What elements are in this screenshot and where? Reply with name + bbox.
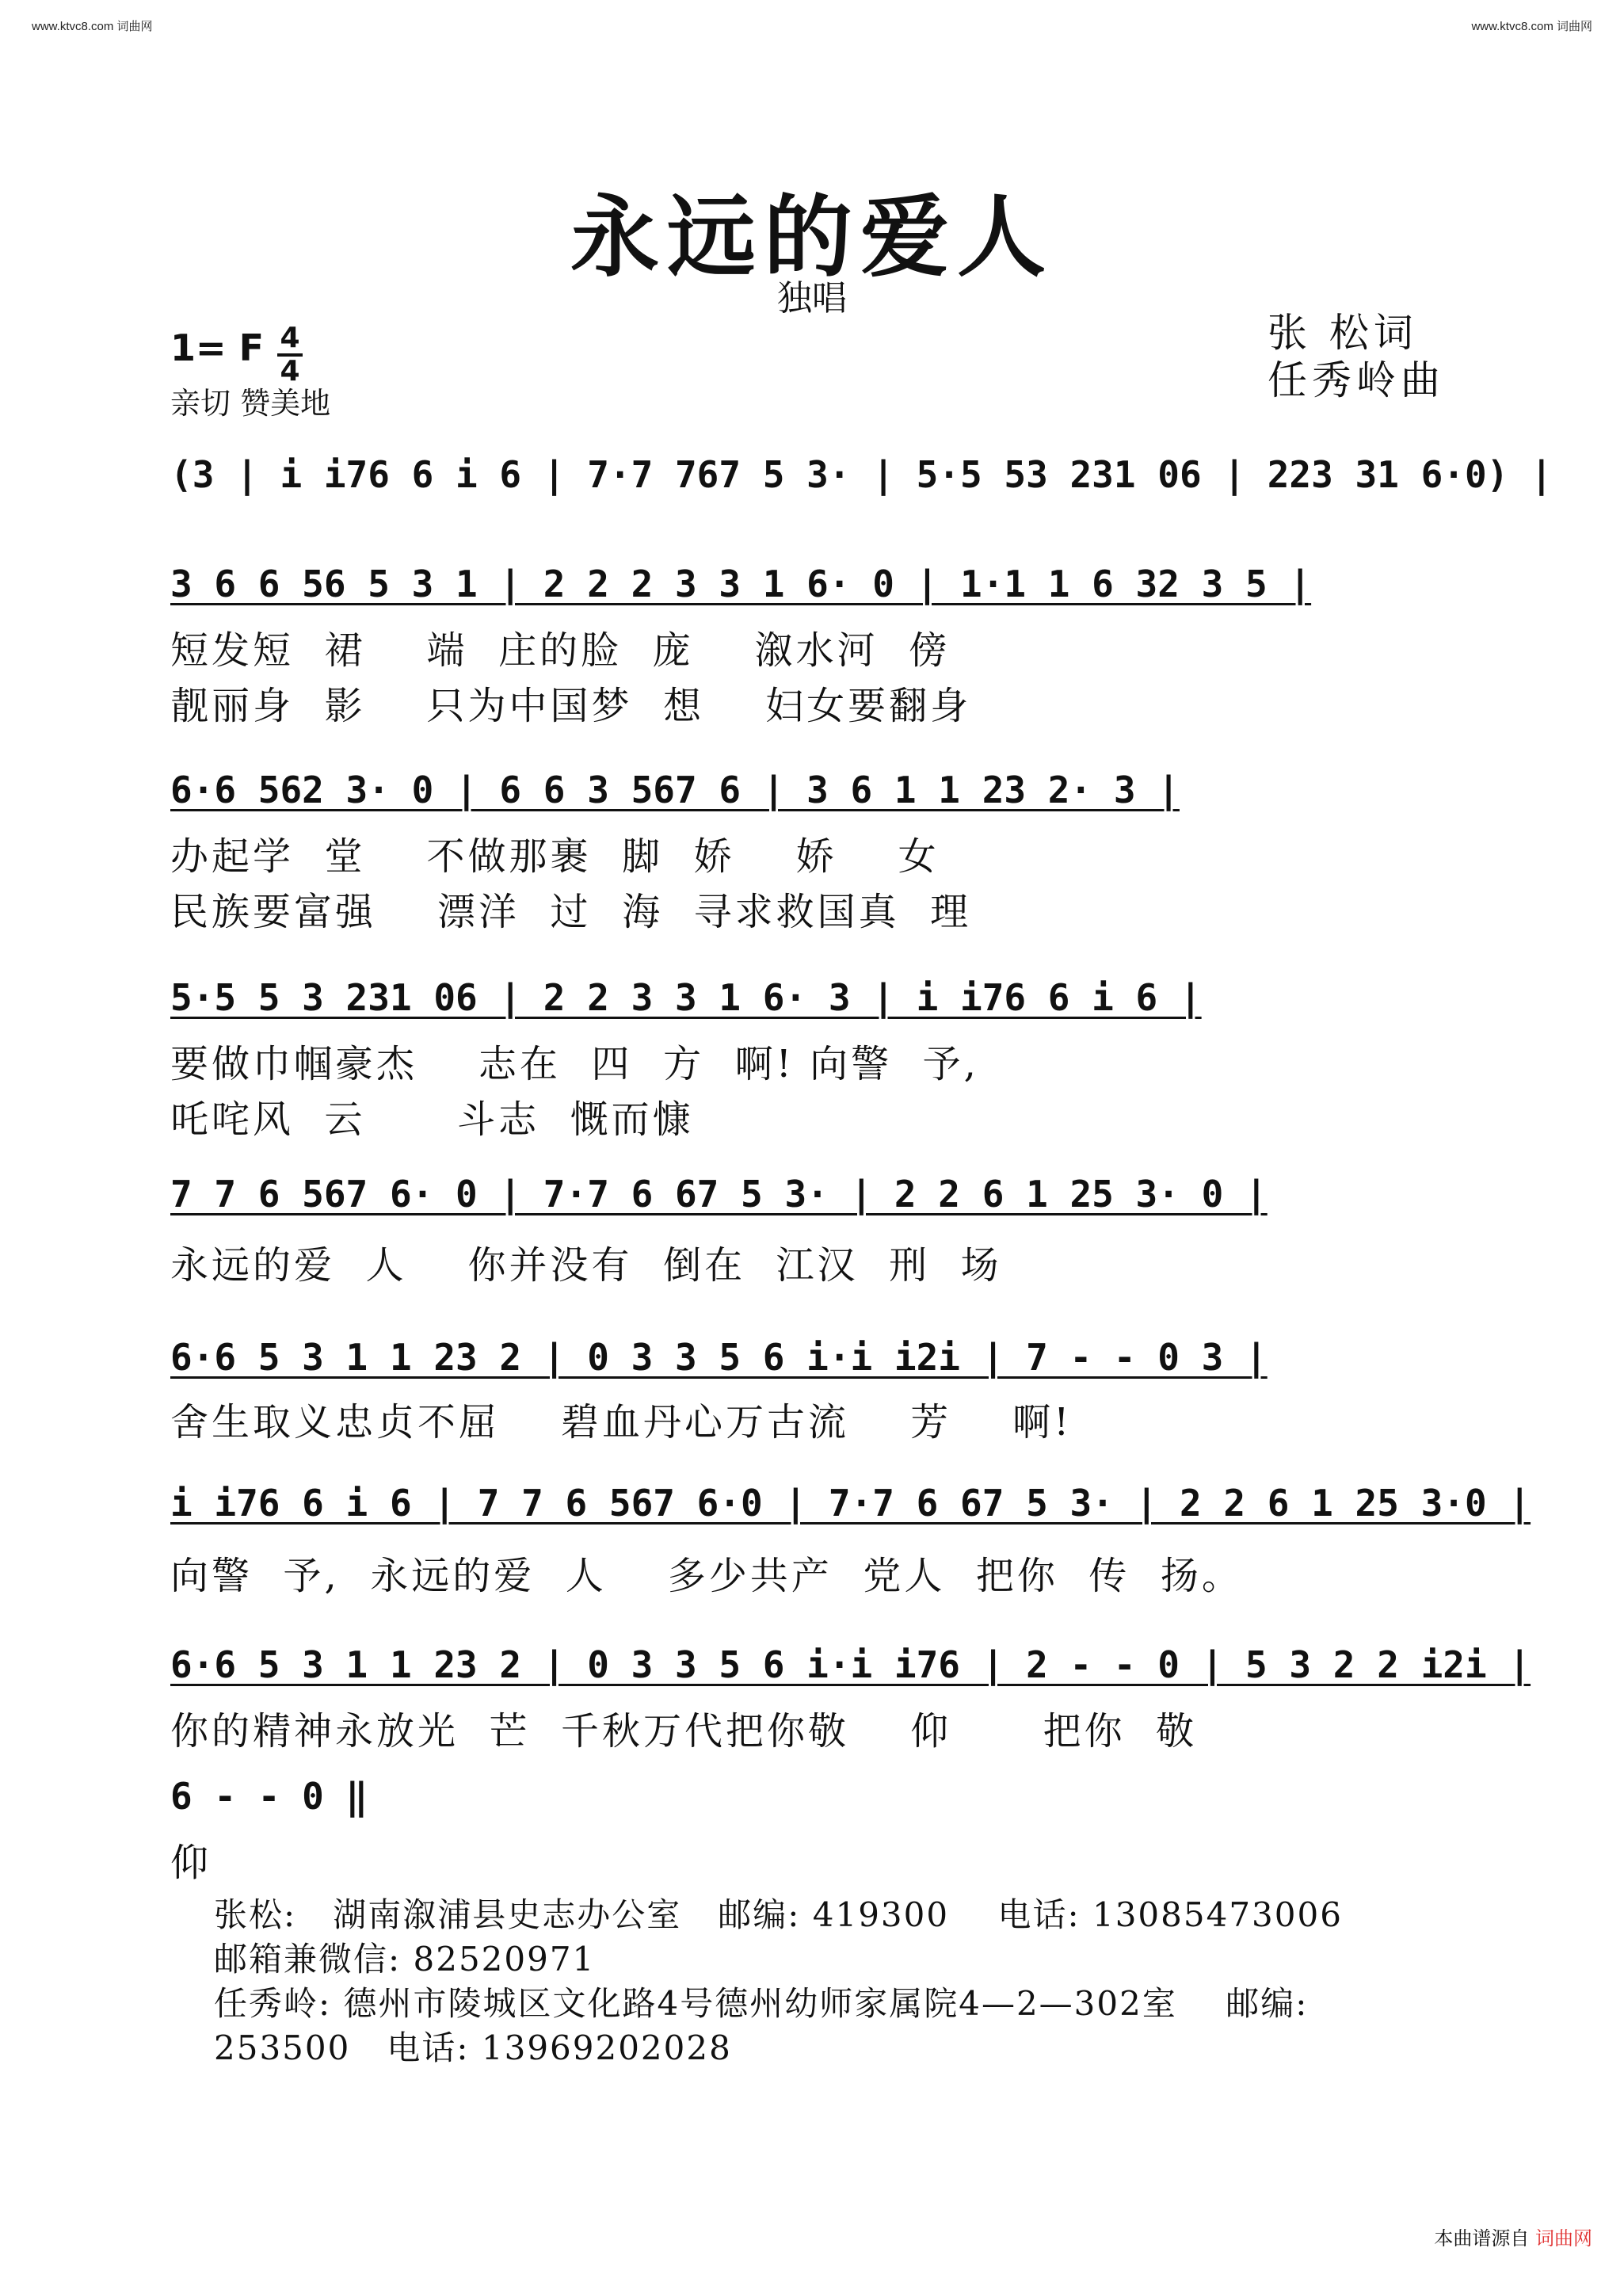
lyric-line-8-verse-1: 仰 — [170, 1841, 212, 1885]
contact-line-2: 邮箱兼微信: 82520971 — [214, 1940, 596, 1979]
notation-intro: (3 | i i76 6 i 6 | 7·7 767 5 3· | 5·5 53 231 06 | 223 31 6·0) | — [170, 453, 1553, 496]
side-watermark-strip-left — [11, 48, 22, 2234]
tempo-marking: 亲切 赞美地 — [170, 386, 331, 421]
notation-line-3: 5·5 5 3 231 06 | 2 2 3 3 1 6· 3 | i i76 6 i 6 | — [170, 976, 1202, 1019]
notation-line-7: 6·6 5 3 1 1 23 2 | 0 3 3 5 6 i·i i76 | 2 - - 0 | 5 3 2 2 i2i | — [170, 1643, 1531, 1686]
lyric-line-1-verse-2: 靓丽身 影 只为中国梦 想 妇女要翻身 — [170, 684, 972, 728]
notation-line-5: 6·6 5 3 1 1 23 2 | 0 3 3 5 6 i·i i2i | 7 - - 0 3 | — [170, 1336, 1268, 1379]
lyric-line-1-verse-1: 短发短 裙 端 庄的脸 庞 溆水河 傍 — [170, 628, 951, 673]
lyric-line-5-verse-1: 舍生取义忠贞不屈 碧血丹心万古流 芳 啊! — [170, 1400, 1073, 1444]
contact-line-1: 张松: 湖南溆浦县史志办公室 邮编: 419300 电话: 13085473006 — [214, 1895, 1343, 1934]
notation-line-6: i i76 6 i 6 | 7 7 6 567 6·0 | 7·7 6 67 5 3· | 2 2 6 1 25 3·0 | — [170, 1482, 1531, 1525]
footer-brand-link[interactable]: 词曲网 — [1535, 2227, 1592, 2250]
lyric-line-7-verse-1: 你的精神永放光 芒 千秋万代把你敬 仰 把你 敬 — [170, 1709, 1198, 1753]
song-subtitle: 独唱 — [777, 278, 847, 319]
lyricist-credit: 张 松词 — [1268, 310, 1418, 356]
notation-line-4: 7 7 6 567 6· 0 | 7·7 6 67 5 3· | 2 2 6 1 25 3· 0 | — [170, 1173, 1268, 1215]
lyric-line-4-verse-1: 永远的爱 人 你并没有 倒在 江汉 刑 场 — [170, 1243, 1002, 1288]
lyric-line-3-verse-2: 吒咤风 云 斗志 慨而慷 — [170, 1097, 694, 1142]
contact-line-3: 任秀岭: 德州市陵城区文化路4号德州幼师家属院4—2—302室 邮编: — [214, 1984, 1309, 2023]
lyric-line-2-verse-1: 办起学 堂 不做那裹 脚 娇 娇 女 — [170, 834, 940, 879]
lyric-line-6-verse-1: 向警 予, 永远的爱 人 多少共产 党人 把你 传 扬。 — [170, 1554, 1243, 1598]
watermark-right: www.ktvc8.com 词曲网 — [1471, 20, 1592, 33]
song-title: 永远的爱人 — [570, 185, 1054, 289]
footer-text: 本曲谱源自 — [1434, 2227, 1530, 2250]
lyric-line-3-verse-1: 要做巾帼豪杰 志在 四 方 啊! 向警 予, — [170, 1042, 979, 1086]
contact-line-4: 253500 电话: 13969202028 — [214, 2028, 732, 2067]
time-signature-top: 4 — [280, 322, 300, 354]
notation-line-1: 3 6 6 56 5 3 1 | 2 2 2 3 3 1 6· 0 | 1·1 1 6 32 3 5 | — [170, 563, 1312, 605]
footer-source — [1434, 2223, 1592, 2250]
key-signature: 1= F — [170, 326, 264, 369]
composer-credit: 任秀岭曲 — [1268, 357, 1445, 403]
time-signature-bottom: 4 — [280, 355, 300, 387]
watermark-left: www.ktvc8.com 词曲网 — [32, 20, 153, 33]
side-watermark-strip-right — [1602, 48, 1613, 2234]
notation-line-2: 6·6 562 3· 0 | 6 6 3 567 6 | 3 6 1 1 23 2· 3 | — [170, 769, 1180, 811]
lyric-line-2-verse-2: 民族要富强 漂洋 过 海 寻求救国真 理 — [170, 890, 972, 934]
time-signature — [277, 323, 303, 387]
notation-line-8: 6 - - 0 ‖ — [170, 1775, 368, 1818]
